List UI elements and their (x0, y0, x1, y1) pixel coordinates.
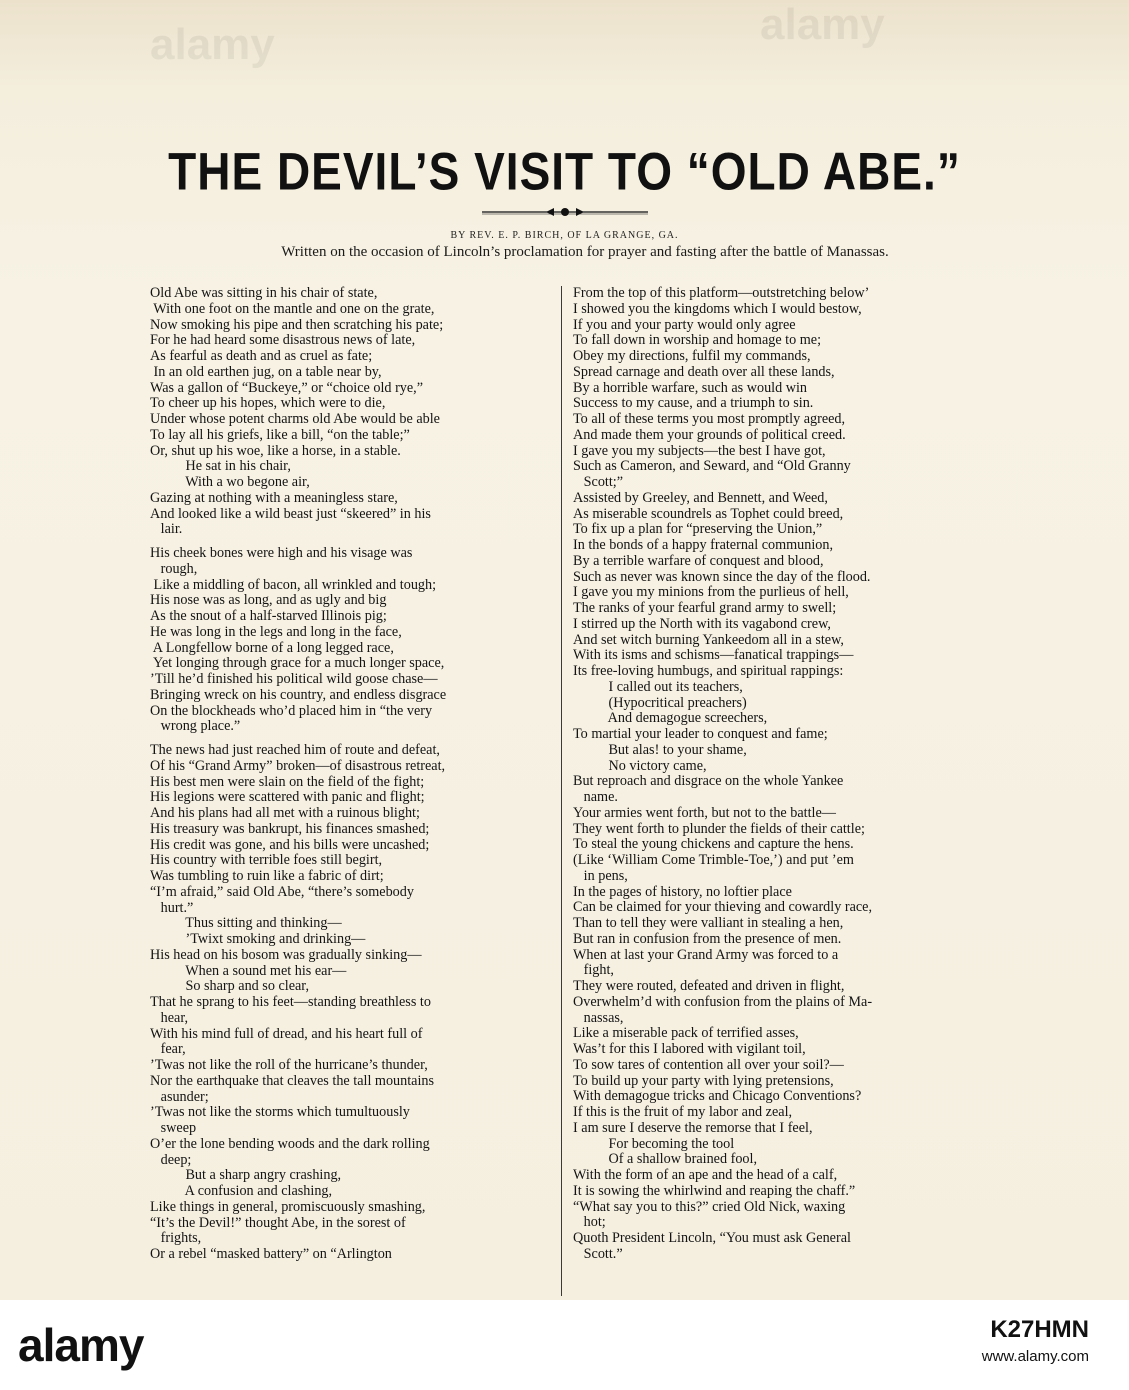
poem-line: On the blockheads who’d placed him in “the very (150, 702, 433, 719)
poem-line: ’Twas not like the roll of the hurricane’s thunder, (150, 1057, 428, 1073)
poem-line: Thus sitting and thinking— (150, 915, 342, 932)
poem-line: With one foot on the mantle and one on the grate, (150, 300, 435, 317)
poem-line: hot; (573, 1214, 606, 1231)
poem-line: Than to tell they were valliant in stealing a hen, (573, 915, 844, 931)
watermark-id-block (982, 1316, 1089, 1365)
watermark-bar (0, 1300, 1129, 1390)
poem-line: Of a shallow brained fool, (573, 1151, 758, 1168)
poem-line: If this is the fruit of my labor and zeal, (573, 1104, 793, 1120)
poem-line: hurt.” (150, 899, 194, 916)
poem-line: And made them your grounds of political creed. (573, 426, 846, 443)
poem-line: ’Twixt smoking and drinking— (150, 931, 366, 947)
poem-line: ’Twas not like the storms which tumultuously (150, 1104, 410, 1121)
poem-line: His legions were scattered with panic and flight; (150, 789, 425, 806)
poem-line: A Longfellow borne of a long legged race, (150, 639, 394, 656)
ornament-divider-icon (480, 205, 650, 219)
poem-line: Obey my directions, fulfil my commands, (573, 348, 811, 364)
poem-line: asunder; (150, 1088, 209, 1105)
poem-line: lair. (150, 521, 183, 538)
poem-line: As the snout of a half-starved Illinois pig; (150, 608, 387, 624)
poem-line: From the top of this platform—outstretching below’ (573, 285, 870, 301)
poem-line: By a horrible warfare, such as would win (573, 379, 808, 396)
poem-line: “What say you to this?” cried Old Nick, waxing (573, 1198, 846, 1215)
poem-line: frights, (150, 1230, 202, 1247)
poem-line: Your armies went forth, but not to the battle— (573, 804, 836, 821)
poem-line: Scott;” (573, 474, 624, 490)
poem-line: As miserable scoundrels as Tophet could breed, (573, 505, 844, 522)
poem-line: The news had just reached him of route and defeat, (150, 742, 440, 758)
poem-line: Nor the earthquake that cleaves the tall mountains (150, 1072, 435, 1089)
column-divider (561, 286, 562, 1296)
poem-line: And set witch burning Yankeedom all in a stew, (573, 631, 844, 648)
watermark-faint-logo: alamy (760, 0, 885, 49)
poem-line: No victory came, (573, 757, 707, 774)
poem-line: Such as Cameron, and Seward, and “Old Granny (573, 458, 851, 475)
poem-line: The ranks of your fearful grand army to swell; (573, 600, 837, 616)
poem-line: hear, (150, 1009, 189, 1026)
poem-line: Like a miserable pack of terrified asses, (573, 1025, 799, 1042)
poem-line: ’Till he’d finished his political wild goose chase— (150, 671, 438, 687)
poem-line: I stirred up the North with its vagabond crew, (573, 615, 831, 632)
poem-line: With the form of an ape and the head of a calf, (573, 1167, 838, 1183)
poem-line: Under whose potent charms old Abe would be able (150, 411, 440, 427)
watermark-url: www.alamy.com (981, 1348, 1089, 1365)
watermark-faint-logo: alamy (150, 20, 275, 69)
poem-line: With a wo begone air, (150, 474, 310, 490)
poem-line: So sharp and so clear, (150, 978, 310, 995)
poem-line: He sat in his chair, (150, 458, 291, 475)
poem-line: I gave you my minions from the purlieus of hell, (573, 584, 849, 601)
poem-line: When a sound met his ear— (150, 962, 347, 979)
poem-line: That he sprang to his feet—standing breathless to (150, 994, 431, 1010)
poem-line: They were routed, defeated and driven in flight, (573, 978, 845, 994)
poem-line: And demagogue screechers, (573, 710, 768, 727)
poem-line: Spread carnage and death over all these lands, (573, 363, 835, 380)
poem-line: (Like ‘William Come Trimble-Toe,’) and put ’em (573, 852, 854, 868)
poem-line: in pens, (573, 867, 628, 884)
poem-line: It is sowing the whirlwind and reaping the chaff.” (573, 1182, 856, 1199)
byline: BY REV. E. P. BIRCH, OF LA GRANGE, GA. (450, 230, 679, 241)
poem-line: sweep (150, 1120, 197, 1136)
poem-line: His cheek bones were high and his visage was (150, 545, 413, 561)
poem-line: Assisted by Greeley, and Bennett, and Weed, (573, 489, 828, 506)
poem-line: To fix up a plan for “preserving the Union,” (573, 521, 823, 538)
poem-line: In the pages of history, no loftier place (573, 883, 792, 900)
poem-line: They went forth to plunder the fields of their cattle; (573, 820, 865, 837)
poem-line: To sow tares of contention all over your soil?— (573, 1056, 844, 1073)
poem-line: But a sharp angry crashing, (150, 1167, 342, 1184)
poem-line: But reproach and disgrace on the whole Yankee (573, 773, 844, 790)
poem-line: To martial your leader to conquest and fame; (573, 726, 828, 742)
poem-line: His country with terrible foes still begirt, (150, 852, 383, 869)
poem-line: As fearful as death and as cruel as fate; (150, 348, 373, 364)
poem-line: Or a rebel “masked battery” on “Arlington (150, 1246, 392, 1262)
poem-line: Gazing at nothing with a meaningless stare, (150, 489, 398, 506)
poem-line: fight, (573, 962, 614, 979)
poem-line: To all of these terms you most promptly agreed, (573, 411, 846, 427)
poem-line: name. (573, 789, 618, 805)
poem-line: His head on his bosom was gradually sinking— (150, 946, 422, 963)
poem-line: Old Abe was sitting in his chair of state, (150, 285, 378, 301)
poem-line: His credit was gone, and his bills were uncashed; (150, 836, 430, 853)
poem-line: In the bonds of a happy fraternal communion, (573, 537, 834, 553)
poem-line: Now smoking his pipe and then scratching his pate; (150, 316, 444, 333)
poem-line: And his plans had all met with a ruinous blight; (150, 805, 420, 821)
poem-line: To fall down in worship and homage to me; (573, 332, 822, 349)
poem-line: With his mind full of dread, and his heart full of (150, 1025, 423, 1042)
poem-line: Or, shut up his woe, like a horse, in a stable. (150, 442, 401, 459)
poem-line: A confusion and clashing, (150, 1183, 333, 1199)
poem-line: Was tumbling to ruin like a fabric of dirt; (150, 868, 384, 884)
poem-line: fear, (150, 1041, 186, 1058)
poem-line: When at last your Grand Army was forced to a (573, 946, 839, 963)
poem-line: I called out its teachers, (573, 678, 743, 695)
poem-line: His treasury was bankrupt, his finances smashed; (150, 820, 430, 837)
poem-line: If you and your party would only agree (573, 316, 796, 333)
poem-line: Like a middling of bacon, all wrinkled and tough; (150, 576, 437, 593)
poem-line: Success to my cause, and a triumph to sin. (573, 395, 814, 412)
poem-line: And looked like a wild beast just “skeered” in his (150, 505, 431, 522)
poem-line: deep; (150, 1151, 192, 1168)
poem-line: For he had heard some disastrous news of late, (150, 332, 416, 349)
page-title: THE DEVIL’S VISIT TO “OLD ABE.” (168, 141, 961, 201)
poem-line: (Hypocritical preachers) (573, 694, 747, 711)
poem-line: But ran in confusion from the presence of men. (573, 930, 842, 947)
poem-line: For becoming the tool (573, 1135, 735, 1152)
poem-line: Overwhelm’d with confusion from the plains of Ma- (573, 993, 873, 1010)
poem-line: Quoth President Lincoln, “You must ask General (573, 1230, 851, 1246)
poem-line: “I’m afraid,” said Old Abe, “there’s somebody (150, 883, 414, 900)
poem-line: But alas! to your shame, (573, 741, 747, 758)
poem-line: In an old earthen jug, on a table near by, (150, 363, 382, 380)
watermark-logo: alamy (18, 1319, 144, 1371)
poem-line: With demagogue tricks and Chicago Conventions? (573, 1088, 862, 1105)
poem-line: I gave you my subjects—the best I have got, (573, 442, 826, 459)
poem-line: Bringing wreck on his country, and endless disgrace (150, 686, 447, 703)
poem-right-column (573, 286, 983, 1263)
poem-line: His nose was as long, and as ugly and big (150, 592, 387, 609)
poem-line: Scott.” (573, 1245, 623, 1262)
poem-left-column (150, 286, 555, 1263)
poem-line: To lay all his griefs, like a bill, “on the table;” (150, 426, 410, 443)
poem-line: Was’t for this I labored with vigilant toil, (573, 1041, 806, 1057)
poem-line: Of his “Grand Army” broken—of disastrous retreat, (150, 757, 446, 774)
poem-line: Was a gallon of “Buckeye,” or “choice old rye,” (150, 379, 424, 396)
poem-line: Yet longing through grace for a much longer space, (150, 655, 445, 672)
subtitle: Written on the occasion of Lincoln’s proclamation for prayer and fasting after the battle of Manassas. (281, 244, 889, 260)
poem-line: Can be claimed for your thieving and cowardly race, (573, 899, 873, 916)
poem-line: nassas, (573, 1009, 624, 1026)
poem-line: O’er the lone bending woods and the dark rolling (150, 1135, 430, 1152)
poem-line: Like things in general, promiscuously smashing, (150, 1198, 426, 1215)
poem-line: With its isms and schisms—fanatical trappings— (573, 647, 854, 664)
poem-line: To cheer up his hopes, which were to die, (150, 395, 386, 412)
poem-line: He was long in the legs and long in the face, (150, 623, 402, 640)
poem-line: His best men were slain on the field of the fight; (150, 773, 425, 790)
poem-line: Such as never was known since the day of the flood. (573, 568, 871, 585)
poem-line: Its free-loving humbugs, and spiritual rappings: (573, 663, 844, 679)
poem-line: wrong place.” (150, 718, 241, 735)
image-id: K27HMN (990, 1316, 1089, 1343)
poem-line: rough, (150, 560, 198, 577)
poem-line: I showed you the kingdoms which I would bestow, (573, 300, 862, 317)
poem-line: “It’s the Devil!” thought Abe, in the sorest of (150, 1214, 406, 1231)
poem-line: To steal the young chickens and capture the hens. (573, 836, 854, 853)
poem-line: To build up your party with lying pretensions, (573, 1072, 834, 1089)
poem-line: By a terrible warfare of conquest and blood, (573, 552, 824, 569)
poem-line: I am sure I deserve the remorse that I feel, (573, 1119, 813, 1136)
